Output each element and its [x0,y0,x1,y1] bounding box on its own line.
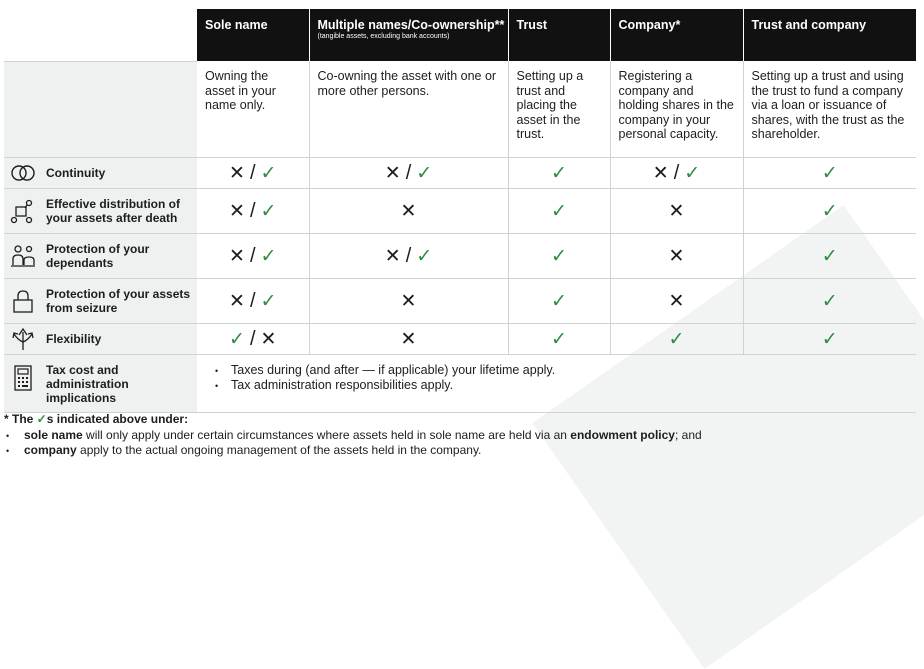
cell-seizure-trust-and-company: ✓ [743,279,916,324]
footnote-item: • company apply to the actual ongoing management of the assets held in the company. [4,443,702,459]
col-header-company: Company* [610,9,743,61]
cell-continuity-sole-name: ✕ / ✓ [197,158,309,189]
cell-dependants-multiple-names: ✕ / ✓ [309,234,508,279]
dependants-icon [10,243,36,269]
cell-dependants-trust-and-company: ✓ [743,234,916,279]
flexibility-icon [10,326,36,352]
description-multiple-names: Co-owning the asset with one or more other persons. [309,61,508,158]
footnotes-title: * The ✓s indicated above under: [4,412,189,426]
cell-dependants-company: ✕ [610,234,743,279]
footnote-item: • sole name will only apply under certain circumstances where assets held in sole name are held via an endowment policy; and [4,428,702,444]
table-row [4,234,916,279]
cell-flexibility-sole-name: ✓ / ✕ [197,324,309,355]
col-header-sole-name: Sole name [197,9,309,61]
cell-seizure-sole-name: ✕ / ✓ [197,279,309,324]
col-header-multiple-names: Multiple names/Co-ownership** (tangible assets, excluding bank accounts) [309,9,508,61]
table-row [4,355,916,413]
cell-continuity-trust: ✓ [508,158,610,189]
table-row [4,158,916,189]
table-row [4,279,916,324]
description-sole-name: Owning the asset in your name only. [197,61,309,158]
row-label-text: Continuity [46,166,106,180]
header-blank [4,9,197,61]
row-label-text: Effective distribution of your assets after death [46,197,181,225]
cell-dependants-trust: ✓ [508,234,610,279]
cell-dependants-sole-name: ✕ / ✓ [197,234,309,279]
tax-implications-cell [197,355,916,413]
cell-flexibility-multiple-names: ✕ [309,324,508,355]
row-label-distribution [4,189,197,234]
cell-distribution-trust: ✓ [508,189,610,234]
row-label-text: Protection of your dependants [46,242,150,270]
cell-flexibility-trust: ✓ [508,324,610,355]
cell-seizure-company: ✕ [610,279,743,324]
cell-flexibility-trust-and-company: ✓ [743,324,916,355]
description-company: Registering a company and holding shares in the company in your personal capacity. [610,61,743,158]
description-label-cell [4,61,197,158]
row-label-flexibility [4,324,197,355]
col-header-trust-and-company: Trust and company [743,9,916,61]
padlock-icon [10,288,36,314]
row-label-text: Flexibility [46,332,102,346]
row-label-seizure [4,279,197,324]
distribution-icon [10,198,36,224]
row-label-continuity [4,158,197,189]
description-trust-and-company: Setting up a trust and using the trust to fund a company via a loan or issuance of shares, with the trust as the shareholder. [743,61,916,158]
cell-seizure-trust: ✓ [508,279,610,324]
description-row [4,61,916,158]
comparison-table [4,9,916,413]
table-row [4,324,916,355]
row-label-text: Tax cost and administration implications [46,363,129,405]
row-label-text: Protection of your assets from seizure [46,287,191,315]
col-header-subtitle: (tangible assets, excluding bank accounts) [317,33,450,41]
footnotes [4,412,702,459]
description-trust: Setting up a trust and placing the asset in the trust. [508,61,610,158]
cell-continuity-company: ✕ / ✓ [610,158,743,189]
calculator-icon [10,365,36,391]
continuity-icon [10,160,36,186]
cell-flexibility-company: ✓ [610,324,743,355]
col-header-trust: Trust [508,9,610,61]
row-label-dependants [4,234,197,279]
tax-bullet: • Tax administration responsibilities apply. [221,378,916,393]
row-label-tax [4,355,197,413]
table-row [4,189,916,234]
cell-continuity-trust-and-company: ✓ [743,158,916,189]
cell-continuity-multiple-names: ✕ / ✓ [309,158,508,189]
cell-seizure-multiple-names: ✕ [309,279,508,324]
cell-distribution-sole-name: ✕ / ✓ [197,189,309,234]
cell-distribution-company: ✕ [610,189,743,234]
cell-distribution-multiple-names: ✕ [309,189,508,234]
cell-distribution-trust-and-company: ✓ [743,189,916,234]
tax-bullet: • Taxes during (and after — if applicable) your lifetime apply. [221,363,916,378]
